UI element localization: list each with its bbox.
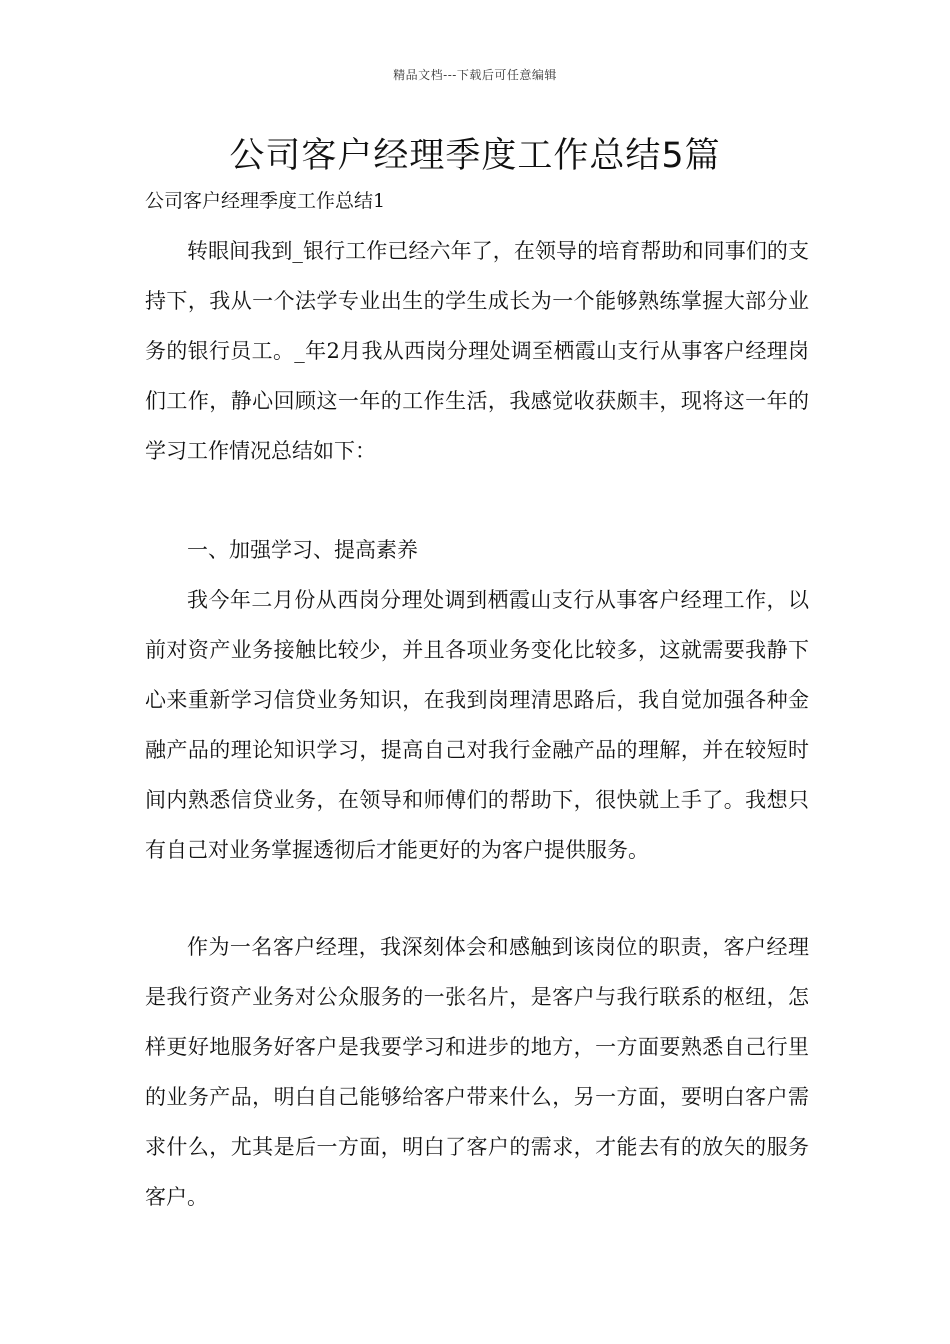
document-title: 公司客户经理季度工作总结5篇 xyxy=(229,136,721,176)
paragraph-role: 作为一名客户经理，我深刻体会和感触到该岗位的职责，客户经理是我行资产业务对公众服务的一张名片，是客户与我行联系的枢纽，怎样更好地服务好客户是我要学习和进步的地方，一方面要熟悉自己行里的业务产品，明白自己能够给客户带来什么，另一方面，要明白客户需求什么，尤其是后一方面，明白了客户的需求，才能去有的放矢的服务客户。 xyxy=(145,935,809,1209)
document-subtitle: 公司客户经理季度工作总结1 xyxy=(145,190,386,212)
paragraph-intro: 转眼间我到_银行工作已经六年了，在领导的培育帮助和同事们的支持下，我从一个法学专业出生的学生成长为一个能够熟练掌握大部分业务的银行员工。_年2月我从西岗分理处调至栖霞山支行从事客户经理岗们工作，静心回顾这一年的工作生活，我感觉收获颇丰，现将这一年的学习工作情况总结如下： xyxy=(145,239,809,463)
paragraph-study: 我今年二月份从西岗分理处调到栖霞山支行从事客户经理工作，以前对资产业务接触比较少，并且各项业务变化比较多，这就需要我静下心来重新学习信贷业务知识，在我到岗理清思路后，我自觉加强各种金融产品的理论知识学习，提高自己对我行金融产品的理解，并在较短时间内熟悉信贷业务，在领导和师傅们的帮助下，很快就上手了。我想只有自己对业务掌握透彻后才能更好的为客户提供服务。 xyxy=(145,588,809,862)
section-heading: 一、加强学习、提高素养 xyxy=(187,538,418,562)
header-note: 精品文档---下载后可任意编辑 xyxy=(393,68,557,82)
